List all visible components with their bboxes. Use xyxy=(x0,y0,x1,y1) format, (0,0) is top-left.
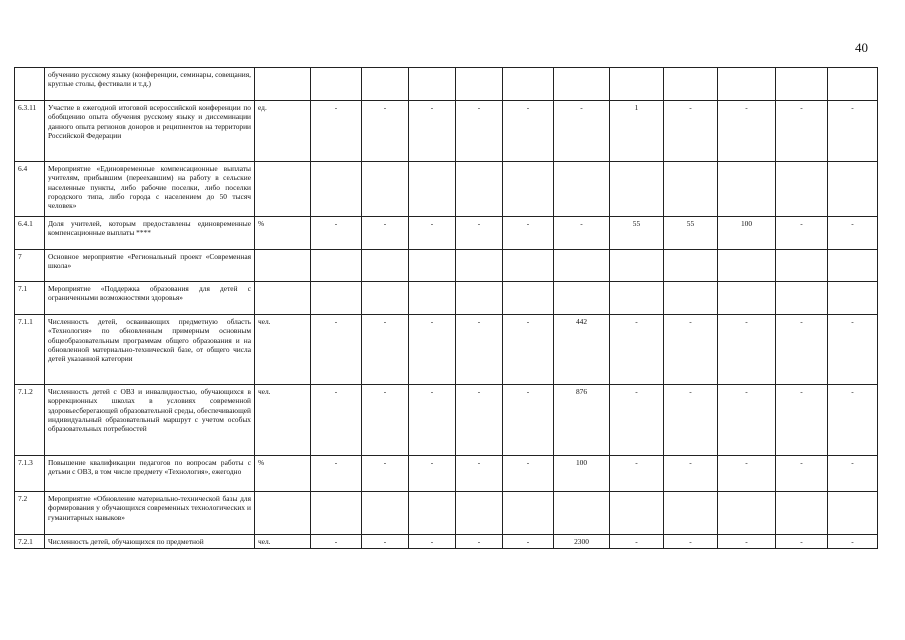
value-cell xyxy=(503,250,554,282)
table-body xyxy=(15,68,878,549)
unit-cell: чел. xyxy=(255,315,311,385)
value-cell xyxy=(664,162,718,217)
value-cell: - xyxy=(311,385,362,456)
table-row xyxy=(15,385,878,456)
value-cell: - xyxy=(456,101,503,162)
value-cell xyxy=(503,282,554,315)
value-cell: - xyxy=(554,217,610,250)
value-cell xyxy=(718,492,776,535)
value-cell: - xyxy=(664,456,718,492)
value-cell xyxy=(610,162,664,217)
value-cell: - xyxy=(503,101,554,162)
row-number: 7.1 xyxy=(15,282,45,315)
value-cell xyxy=(664,68,718,101)
value-cell: 2300 xyxy=(554,535,610,549)
unit-cell xyxy=(255,492,311,535)
value-cell: - xyxy=(610,456,664,492)
value-cell: - xyxy=(456,315,503,385)
unit-cell xyxy=(255,250,311,282)
value-cell xyxy=(554,492,610,535)
value-cell xyxy=(311,68,362,101)
value-cell: - xyxy=(503,217,554,250)
value-cell xyxy=(554,68,610,101)
value-cell: - xyxy=(776,101,828,162)
value-cell: - xyxy=(362,315,409,385)
value-cell xyxy=(554,250,610,282)
indicator-name: Повышение квалификации педагогов по вопросам работы с детьми с ОВЗ, в том числе предмету «Технология», ежегодно xyxy=(45,456,255,492)
row-number: 6.4.1 xyxy=(15,217,45,250)
value-cell: - xyxy=(776,385,828,456)
value-cell: - xyxy=(718,535,776,549)
value-cell: - xyxy=(664,385,718,456)
value-cell: 55 xyxy=(610,217,664,250)
value-cell: - xyxy=(828,101,878,162)
unit-cell: чел. xyxy=(255,535,311,549)
indicator-name: обучению русскому языку (конференции, семинары, совещания, круглые столы, фестивали и т.д.) xyxy=(45,68,255,101)
value-cell: - xyxy=(503,385,554,456)
value-cell xyxy=(311,282,362,315)
indicator-name: Мероприятие «Обновление материально-технической базы для формирования у обучающихся современных технологических и гуманитарных навыков» xyxy=(45,492,255,535)
row-number xyxy=(15,68,45,101)
table-row xyxy=(15,282,878,315)
unit-cell: % xyxy=(255,217,311,250)
value-cell: - xyxy=(362,101,409,162)
value-cell xyxy=(362,162,409,217)
value-cell xyxy=(828,250,878,282)
value-cell: - xyxy=(828,217,878,250)
value-cell xyxy=(718,250,776,282)
value-cell xyxy=(409,162,456,217)
value-cell xyxy=(409,250,456,282)
indicator-name: Численность детей, осваивающих предметную область «Технология» по обновленным примерным основным общеобразовательным программам общего образования и на обновленной материально-технической базе, от общего числа детей указанной категории xyxy=(45,315,255,385)
value-cell xyxy=(776,282,828,315)
value-cell: 442 xyxy=(554,315,610,385)
unit-cell: ед. xyxy=(255,101,311,162)
value-cell xyxy=(718,282,776,315)
value-cell: - xyxy=(718,315,776,385)
indicator-name: Доля учителей, которым предоставлены единовременные компенсационные выплаты **** xyxy=(45,217,255,250)
value-cell: - xyxy=(503,315,554,385)
value-cell: - xyxy=(362,385,409,456)
value-cell: - xyxy=(776,217,828,250)
value-cell xyxy=(503,162,554,217)
value-cell xyxy=(409,282,456,315)
value-cell: 1 xyxy=(610,101,664,162)
value-cell: - xyxy=(776,315,828,385)
value-cell: - xyxy=(456,535,503,549)
row-number: 7.1.1 xyxy=(15,315,45,385)
value-cell xyxy=(664,282,718,315)
table-row xyxy=(15,535,878,549)
value-cell xyxy=(456,282,503,315)
value-cell xyxy=(362,282,409,315)
value-cell xyxy=(311,250,362,282)
value-cell xyxy=(776,68,828,101)
unit-cell: % xyxy=(255,456,311,492)
value-cell xyxy=(409,68,456,101)
value-cell: 100 xyxy=(554,456,610,492)
value-cell xyxy=(362,68,409,101)
value-cell: 100 xyxy=(718,217,776,250)
value-cell xyxy=(362,492,409,535)
value-cell xyxy=(776,250,828,282)
value-cell: - xyxy=(718,385,776,456)
value-cell: - xyxy=(718,456,776,492)
value-cell xyxy=(828,282,878,315)
value-cell xyxy=(828,162,878,217)
value-cell: - xyxy=(311,535,362,549)
value-cell: - xyxy=(828,315,878,385)
indicator-name: Численность детей, обучающихся по предметной xyxy=(45,535,255,549)
value-cell: - xyxy=(409,456,456,492)
value-cell: - xyxy=(828,535,878,549)
table-row xyxy=(15,315,878,385)
value-cell: - xyxy=(664,101,718,162)
value-cell xyxy=(456,68,503,101)
value-cell xyxy=(456,492,503,535)
value-cell: - xyxy=(554,101,610,162)
value-cell xyxy=(311,162,362,217)
value-cell: - xyxy=(610,315,664,385)
value-cell: - xyxy=(503,456,554,492)
value-cell: - xyxy=(456,456,503,492)
unit-cell xyxy=(255,282,311,315)
value-cell: - xyxy=(828,385,878,456)
indicator-name: Участие в ежегодной итоговой всероссийской конференции по обобщению опыта обучения русскому языку и диссеминации данного опыта регионов доноров и реципиентов на территории Российской Федерации xyxy=(45,101,255,162)
value-cell xyxy=(503,68,554,101)
table-row xyxy=(15,101,878,162)
value-cell: - xyxy=(409,535,456,549)
indicator-name: Мероприятие «Единовременные компенсационные выплаты учителям, прибывшим (переехавшим) на работу в сельские населенные пункты, либо рабочие поселки, либо поселки городского типа, либо города с населением до 50 тысяч человек» xyxy=(45,162,255,217)
table-row xyxy=(15,217,878,250)
table-row xyxy=(15,162,878,217)
table-row xyxy=(15,492,878,535)
value-cell: - xyxy=(362,535,409,549)
value-cell: - xyxy=(409,315,456,385)
unit-cell: чел. xyxy=(255,385,311,456)
row-number: 7.1.2 xyxy=(15,385,45,456)
value-cell: - xyxy=(718,101,776,162)
row-number: 7.1.3 xyxy=(15,456,45,492)
unit-cell xyxy=(255,68,311,101)
value-cell: 55 xyxy=(664,217,718,250)
value-cell xyxy=(554,162,610,217)
value-cell xyxy=(718,68,776,101)
value-cell xyxy=(776,492,828,535)
value-cell: - xyxy=(610,535,664,549)
value-cell: - xyxy=(311,456,362,492)
row-number: 6.3.11 xyxy=(15,101,45,162)
page-number: 40 xyxy=(855,40,868,55)
value-cell xyxy=(456,162,503,217)
value-cell: - xyxy=(409,217,456,250)
value-cell: - xyxy=(456,217,503,250)
value-cell xyxy=(828,492,878,535)
indicator-name: Основное мероприятие «Региональный проект «Современная школа» xyxy=(45,250,255,282)
unit-cell xyxy=(255,162,311,217)
value-cell: - xyxy=(503,535,554,549)
value-cell: 876 xyxy=(554,385,610,456)
value-cell: - xyxy=(409,101,456,162)
value-cell xyxy=(610,492,664,535)
value-cell xyxy=(718,162,776,217)
table-row xyxy=(15,68,878,101)
value-cell xyxy=(503,492,554,535)
value-cell xyxy=(664,250,718,282)
value-cell: - xyxy=(456,385,503,456)
value-cell: - xyxy=(311,217,362,250)
row-number: 6.4 xyxy=(15,162,45,217)
indicator-name: Численность детей с ОВЗ и инвалидностью, обучающихся в коррекционных школах в условиях современной здоровьесберегающей образовательной среды, обеспечивающей индивидуальный образовательный маршрут с учетом особых образовательных потребностей xyxy=(45,385,255,456)
row-number: 7.2.1 xyxy=(15,535,45,549)
value-cell xyxy=(311,492,362,535)
value-cell: - xyxy=(776,456,828,492)
value-cell xyxy=(554,282,610,315)
table-row xyxy=(15,456,878,492)
value-cell: - xyxy=(409,385,456,456)
indicator-name: Мероприятие «Поддержка образования для детей с ограниченными возможностями здоровья» xyxy=(45,282,255,315)
value-cell: - xyxy=(828,456,878,492)
table-row xyxy=(15,250,878,282)
value-cell xyxy=(409,492,456,535)
value-cell: - xyxy=(664,315,718,385)
value-cell xyxy=(610,68,664,101)
value-cell xyxy=(362,250,409,282)
indicators-table xyxy=(14,67,878,549)
value-cell xyxy=(776,162,828,217)
row-number: 7.2 xyxy=(15,492,45,535)
value-cell: - xyxy=(776,535,828,549)
value-cell xyxy=(828,68,878,101)
value-cell xyxy=(610,250,664,282)
value-cell xyxy=(664,492,718,535)
value-cell: - xyxy=(311,315,362,385)
value-cell: - xyxy=(362,217,409,250)
value-cell: - xyxy=(311,101,362,162)
value-cell xyxy=(456,250,503,282)
value-cell: - xyxy=(664,535,718,549)
value-cell xyxy=(610,282,664,315)
value-cell: - xyxy=(610,385,664,456)
row-number: 7 xyxy=(15,250,45,282)
value-cell: - xyxy=(362,456,409,492)
